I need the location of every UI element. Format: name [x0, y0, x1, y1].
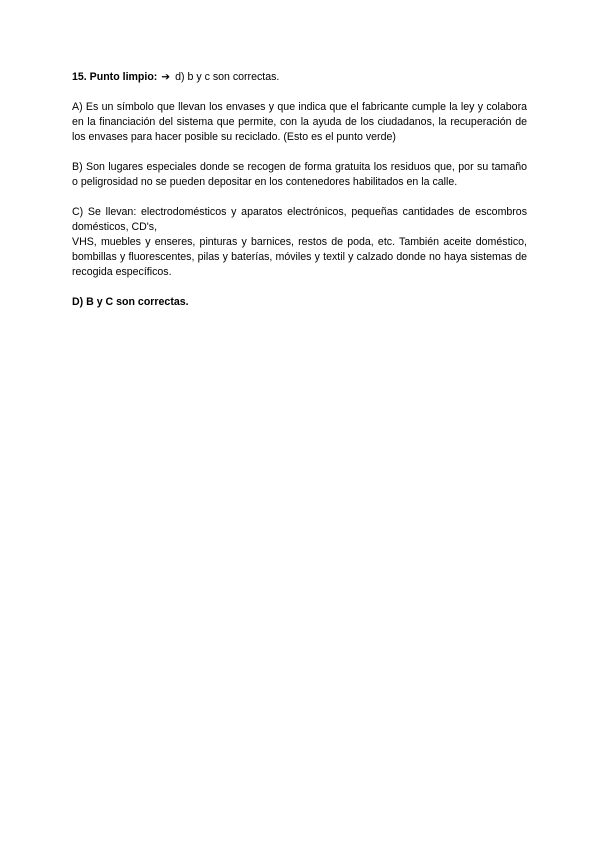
document-page [72, 70, 527, 310]
question-heading [72, 70, 527, 85]
question-title: 15. Punto limpio: [72, 71, 158, 83]
option-c-line-1: C) Se llevan: electrodomésticos y aparatos electrónicos, pequeñas cantidades de escombros domésticos, CD's, [72, 206, 527, 233]
option-c-line-2: VHS, muebles y enseres, pinturas y barnices, restos de poda, etc. También aceite doméstico, bombillas y fluorescentes, pilas y baterías, móviles y textil y calzado donde no haya sistemas de recogida específicos. [72, 236, 527, 278]
option-c-paragraph [72, 205, 527, 280]
question-answer: d) b y c son correctas. [175, 71, 280, 83]
conclusion-text: D) B y C son correctas. [72, 296, 189, 308]
option-a-paragraph: A) Es un símbolo que llevan los envases y que indica que el fabricante cumple la ley y colabora en la financiación del sistema que permite, con la ayuda de los ciudadanos, la recuperación de los envases para hacer posible su reciclado. (Esto es el punto verde) [72, 101, 527, 143]
option-b-paragraph: B) Son lugares especiales donde se recogen de forma gratuita los residuos que, por su tamaño o peligrosidad no se pueden depositar en los contenedores habilitados en la calle. [72, 161, 527, 188]
arrow-icon: ➔ [161, 71, 171, 83]
